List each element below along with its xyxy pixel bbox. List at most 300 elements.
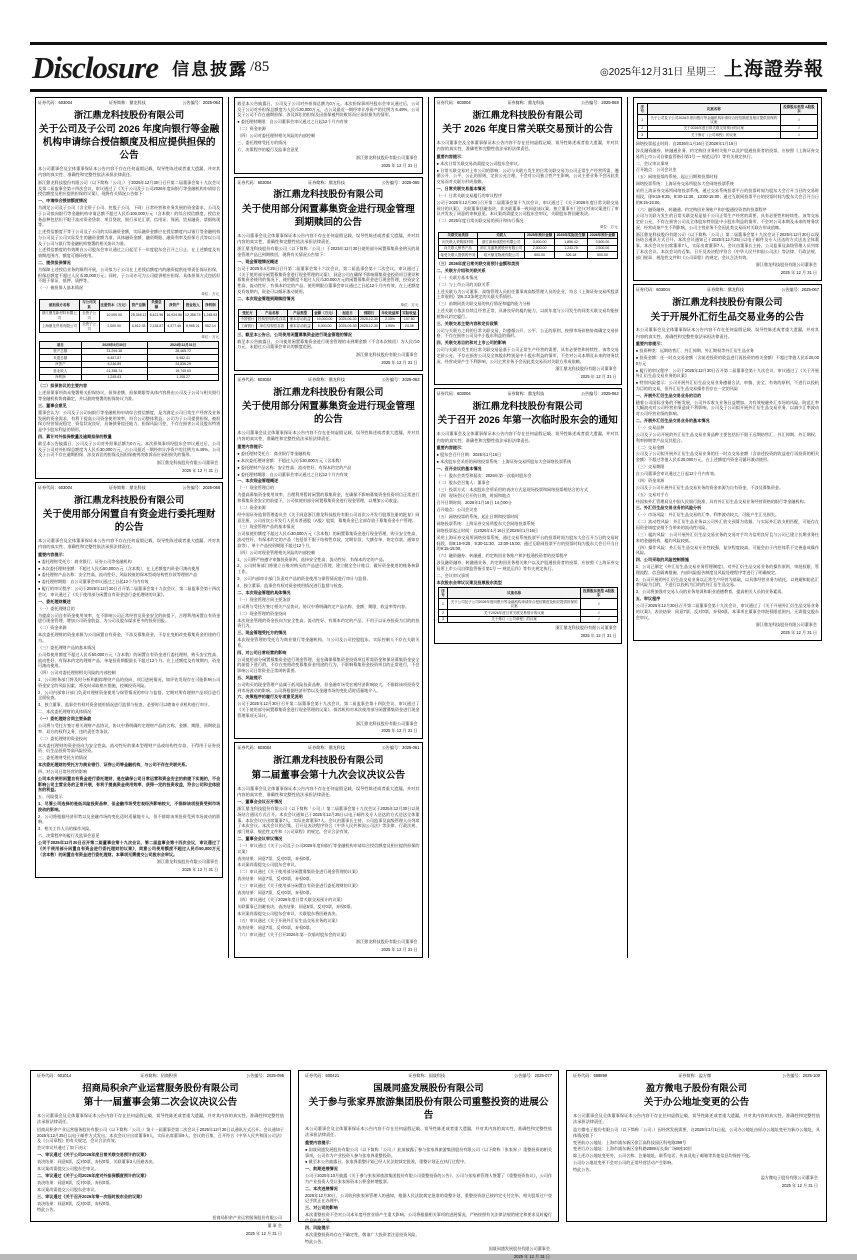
paragraph: 公司于2025年10月披露《关于参与张家界旅游集团股份有限公司重整投资的公告》，公司与张家界管理人签署了《重整投资协议》，公司作为产业投资人受让张家界资本公积金转增股票。 xyxy=(305,1173,552,1184)
paragraph: 一、董事会会议召开情况 xyxy=(237,799,283,805)
paragraph: 4、独立董事、监事会有权对资金使用情况进行监督与检查。 xyxy=(237,583,346,588)
article-company-name: 浙江鼎龙科技股份有限公司 xyxy=(273,755,384,766)
paragraph: 浙江鼎龙科技股份有限公司（以下简称「公司」）第二届董事会第十九次会议于2025年12月30日以现场结合通讯方式召开。本次会议通知已于2025年12月25日以电子邮件及专人送达的方式送达全体董事。本次会议应出席董事7人，实际出席董事7人。会议由董事长主持，公司监事及高级管理人员列席了本次会议。本次会议的召集、召开及表决程序符合《中华人民共和国公司法》等法律、行政法规、部门规章、规范性文件和《公司章程》的规定，会议合法有效。 xyxy=(237,806,420,835)
td: 4,377.46 xyxy=(165,321,184,332)
paragraph: 重要内容提示： xyxy=(305,1139,334,1145)
th: 2025年实际发生额 xyxy=(554,232,587,239)
article-2025-063 xyxy=(234,374,422,739)
paragraph: （一）现金管理目的 xyxy=(237,485,275,491)
article-date: 2025 年 12 月 31 日 xyxy=(182,467,219,473)
paragraph: 变更前办公地址：上海市浦东新区张江高科技园区科苑路399号 xyxy=(573,1139,687,1145)
td: 浙江龙盛集团股份有限公司 xyxy=(478,245,525,252)
paragraph: 三、对公司的影响 xyxy=(305,1205,338,1211)
paragraph: （三）委托理财产品的基本情况 xyxy=(38,644,96,650)
table-row xyxy=(239,323,418,330)
paragraph: 二、提供担保情况 xyxy=(38,260,71,266)
security-name: 证券简称：鼎龙科技 xyxy=(507,100,545,105)
paragraph: 一、本次现金管理概述 xyxy=(237,478,279,484)
table-unit: 单位：万元 xyxy=(599,225,618,230)
paragraph: （五）网络投票的系统、起止日期和投票时间 xyxy=(635,174,718,180)
paragraph: 表决结果：同意9票，反对0票，弃权0票。 xyxy=(37,1179,114,1185)
security-code: 证券代码：603004 xyxy=(38,100,73,105)
paragraph: 公司及子公司拟开展外汇衍生品交易业务的任一时点交易金额（含前述投资的收益进行再投资的相关金额）不超过等值人民币20,000万元，在上述额度内资金可循环滚动使用。 xyxy=(635,451,819,463)
th: 年化收益率 xyxy=(381,310,399,315)
column-2 xyxy=(229,97,428,958)
paragraph: （二）资金来源 xyxy=(237,126,266,132)
table-unit: 单位：万元 xyxy=(400,302,419,307)
td: 2,000.00 xyxy=(99,321,129,332)
article-signature: 浙江鼎龙科技股份有限公司董事会 xyxy=(156,460,219,466)
article-codes xyxy=(235,181,421,186)
article-title: 关于召开 2026 年第一次临时股东会的通知 xyxy=(437,415,618,427)
paragraph: 重要内容提示： xyxy=(436,153,466,159)
td: 10,000.00 xyxy=(99,310,129,321)
article-codes xyxy=(36,486,222,491)
th: 被担保方名称 xyxy=(40,299,80,310)
td: 接受关联人提供的劳务 xyxy=(438,252,478,259)
paragraph: 采用上海证券交易所网络投票系统，通过交易系统投票平台的投票时间为股东大会召开当日的交易时间段，即9:15-9:25、9:30-11:30、13:00-15:00；通过互联网投票平台的投票时间为股东大会召开当日的9:15-15:00。 xyxy=(635,188,819,205)
security-code: 证券代码：688899 xyxy=(573,1073,608,1078)
td: 工商银行 xyxy=(240,323,255,328)
article-company-name: 浙江鼎龙科技股份有限公司 xyxy=(472,109,583,120)
th: 2025年预计金额 xyxy=(525,232,555,239)
table-unit-2: 单位：万元 xyxy=(201,334,220,339)
paragraph: 特此公告。 xyxy=(37,1207,58,1213)
table-unit: 单位：万元 xyxy=(201,292,220,297)
security-name: 证券简称：鼎龙科技 xyxy=(707,287,744,293)
paragraph: （三）现金管理产品的基本情况 xyxy=(237,524,295,530)
paragraph: （三）审议通过《关于使用部分闲置自有资金进行委托理财的议案》 xyxy=(237,883,361,889)
td: 6,512.33 xyxy=(129,321,148,332)
paragraph: 变更后办公地址：上海市浦东新区金科路2889弄长泰广场B座10层 xyxy=(573,1146,692,1152)
security-name: 证券简称：盈方微 xyxy=(678,1073,712,1078)
paragraph: 三、截至本公告日，公司使用闲置募集资金进行现金管理的情况 xyxy=(237,331,352,337)
paragraph: 本议案尚需提交公司股东会审议，关联股东将回避表决。 xyxy=(237,910,340,916)
paragraph: 上述关联方为公司董事、高级管理人员担任董事或高级管理人员的企业，符合《上海证券交易所股票上市规则》第6.3.3条规定的关联关系情形。 xyxy=(436,288,619,300)
security-name: 证券简称：鼎龙科技 xyxy=(108,484,146,490)
table-header-row xyxy=(438,588,617,599)
security-name: 证券简称：招商积余 xyxy=(140,1073,178,1078)
paragraph: 表决结果：同意7票，反对0票，弃权0票。 xyxy=(237,855,314,861)
related-transactions-table xyxy=(438,232,618,259)
masthead-disclosure-word: Disclosure xyxy=(32,49,159,85)
paragraph: 公司办公地址变更不会对公司的正常经营活动产生影响。 xyxy=(573,1160,676,1166)
meeting-proposals-table-continued xyxy=(637,103,818,139)
article-title: 关于办公地址变更的公告 xyxy=(643,1097,750,1109)
security-name: 证券简称：鼎龙科技 xyxy=(507,391,545,397)
security-name: 证券简称：鼎龙科技 xyxy=(308,377,345,383)
td: √ xyxy=(780,114,817,125)
paragraph: 四、累计对外担保数量及逾期担保的数量 xyxy=(38,433,112,439)
th: 净资产 xyxy=(165,299,184,310)
announcement-number: 公告编号：2025-066 xyxy=(182,484,221,490)
article-2025-065 xyxy=(234,97,422,174)
td: √ xyxy=(580,610,617,617)
security-code: 证券代码：601014 xyxy=(37,1073,72,1078)
paragraph: 二、关联方介绍和关联关系 xyxy=(436,267,486,273)
td: 12,358.74 xyxy=(184,310,203,321)
td: 8,421.56 xyxy=(148,310,165,321)
paragraph: （二）与上市公司的关联关系 xyxy=(436,281,490,287)
paragraph: 上述担保事项尚未签署相关担保协议，担保金额、担保期限等具体内容将由公司及子公司与相关银行等金融机构协商确定，并以最终签署的担保协议为准。 xyxy=(38,390,221,402)
paragraph: 表决结果：同意7票，反对0票，弃权0票。 xyxy=(237,876,314,882)
th: 与公司关系 xyxy=(79,299,99,310)
td: 1,245.63 xyxy=(81,374,147,381)
announcement-number: 公告编号：2025-061 xyxy=(381,745,420,751)
article-signature: 浙江鼎龙科技股份有限公司董事会 xyxy=(356,154,418,160)
paragraph: 三、董事会意见 xyxy=(38,402,67,408)
td: 浙江新和成股份有限公司 xyxy=(478,239,525,246)
paragraph: 网络投票系统：上海证券交易所股东大会网络投票系统 xyxy=(635,181,734,187)
paragraph: ● 本次委托理财金额：不超过人民币50,000万元（含本数），在上述额度内资金可滚动使用 xyxy=(38,565,200,571)
paragraph: 本次委托理财的受托方为商业银行、证券公司等金融机构，与公司不存在关联关系。 xyxy=(38,762,190,768)
paragraph: 为保障上述授信业务的顺利开展，公司拟为子公司在上述授信额度内的融资提供连带责任保证担保，担保总额度不超过人民币30,000万元；同时，子公司亦可为公司提供相应担保。具体担保方式包括但不限于保证、抵押、质押等。 xyxy=(38,267,221,284)
article-date: 2025 年 12 月 31 日 xyxy=(381,947,418,953)
td: 6,457.87 xyxy=(81,355,147,362)
th: 营业收入 xyxy=(184,299,203,310)
article-disclaimer: 本公司董事会及全体董事保证本公告内容不存在任何虚假记载、误导性陈述或者重大遗漏，并对其内容的真实性、准确性和完整性依法承担法律责任。 xyxy=(436,140,619,152)
paragraph: 2025年12月30日，公司收到张家界管理人的通知，根据人民法院裁定批准的重整计划，重整投资款已按约定支付完毕，相关股票过户登记手续正在办理中。 xyxy=(305,1192,552,1204)
article-title: 关于参与张家界旅游集团股份有限公司重整投资的进展公告 xyxy=(308,1097,549,1122)
article-2025-062 xyxy=(434,388,622,644)
td: 3,000.00 xyxy=(525,239,555,246)
td: 326.18 xyxy=(554,252,587,259)
paragraph: 盈方微电子股份有限公司（以下简称「公司」）因经营发展需要，自2026年1月1日起，公司办公地址由原办公地址变更为新办公地址，具体情况如下： xyxy=(573,1126,820,1138)
paragraph: 董事会认为：公司及子公司向银行等金融机构申请综合授信额度，是为满足公司日常生产经营及业务发展的资金需求，有利于提高公司资金使用效率，符合公司整体利益。公司为子公司提供担保，被担保方经营情况稳定、资信状况良好，具备债务偿还能力，担保风险可控，不存在损害公司及股东特别是中小股东利益的情形。 xyxy=(38,409,221,433)
paragraph: 1、尽管公司选择的是低风险投资品种，但金融市场受宏观经济影响较大，不排除该项投资受到市场波动的影响。 xyxy=(38,801,221,812)
paragraph: 三、委托理财受托方的情况 xyxy=(237,140,287,146)
paragraph: 本次股东会审议议案及投票股东类型 xyxy=(436,579,502,585)
paragraph: 公司与关联方发生的日常关联交易是基于公司正常生产经营的需要，具有必要性和持续性。该等交易定价公允，不存在损害公司及全体股东特别是中小股东利益的情形，不会对公司本期及未来的财务状况、经营成果产生不利影响，公司主营业务不会因此类交易而对关联方形成依赖。 xyxy=(436,347,619,364)
table-header-row xyxy=(637,104,817,115)
th: 议案名称 xyxy=(647,104,780,115)
paragraph: 3、相关工作人员的操作风险。 xyxy=(38,826,94,832)
article-title: 第二届董事会第十九次会议决议公告 xyxy=(251,769,406,781)
td: 3,500.00 xyxy=(588,239,618,246)
th: 2024年12月31日 xyxy=(148,342,219,349)
paragraph: 本次现金管理的受托方为商业银行等金融机构，与公司及公司控股股东、实际控制人不存在关联关系。 xyxy=(237,637,420,648)
td: 资产总额 xyxy=(40,348,82,355)
column-3 xyxy=(429,97,628,958)
article-title: 关于开展外汇衍生品交易业务的公告 xyxy=(650,311,805,323)
paragraph: 浙江鼎龙科技股份有限公司（以下简称「公司」）于2025年12月30日使用部分闲置募集资金购买的现金管理产品已到期赎回，现将有关情况公告如下： xyxy=(237,246,420,258)
th: 产品名称 xyxy=(256,310,288,317)
security-code: 证券代码：603004 xyxy=(237,377,272,383)
article-company-name: 招商局积余产业运营服务股份有限公司 xyxy=(82,1082,239,1093)
article-title: 关于使用部分闲置自有资金进行委托理财的公告 xyxy=(42,509,216,534)
paragraph: 3、公司内部审计部门负责对产品的资金使用与保管情况进行审计与监督。 xyxy=(237,576,371,582)
td: 2,000.00 xyxy=(525,245,555,252)
td: 2,500.00 xyxy=(588,245,618,252)
article-grid xyxy=(30,97,827,958)
th: 金额（万元） xyxy=(314,310,336,315)
td: √ xyxy=(580,599,617,610)
announcement-number: 公告编号：2025-063 xyxy=(381,377,420,383)
td: 绍兴鼎龙物流有限公司 xyxy=(478,252,525,259)
paragraph: 公司拟使用额度不超过人民币30,000万元（含本数）的闲置募集资金进行现金管理，购买安全性高、流动性好、有保本约定的产品（包括但不限于结构性存款、定期存款、大额存单、协定存款、通知存款等），单个产品投资期限不超过12个月。 xyxy=(237,531,420,548)
paragraph: 3、独立董事、监事会有权对资金使用情况进行监督与检查，必要时可以聘请专业机构进行审计。 xyxy=(38,702,213,708)
td: 向关联人销售产品 xyxy=(438,245,478,252)
paragraph: 本议案尚需提交公司股东会审议。 xyxy=(37,1186,99,1192)
article-signature: 招商局积余产业运营服务股份有限公司 xyxy=(212,1215,282,1221)
article-company-name: 浙江鼎龙科技股份有限公司 xyxy=(672,297,783,308)
paragraph: 重要内容提示： xyxy=(38,551,67,557)
article-2025-062-continued xyxy=(633,97,822,281)
paragraph: ● 本次委托理财金额：不超过人民币30,000万元（含本数） xyxy=(237,457,344,463)
paragraph: 公司及子公司开展的外汇衍生品交易业务品种主要包括但不限于远期结售汇、外汇掉期、外汇期权、利率掉期等产品及其组合。 xyxy=(635,431,819,443)
td: 31,294.16 xyxy=(81,348,147,355)
paragraph: （二）资金来源 xyxy=(38,625,67,631)
td: 2 xyxy=(438,610,448,617)
paragraph: 公司于2025年12月30日召开第二届董事会第十九次会议，审议通过了《关于开展外汇衍生品交易业务的议案》，表决结果：同意7票，反对0票，弃权0票。本事项在董事会审批权限范围内，无需提交股东会审议。 xyxy=(635,603,819,620)
article-signature: 浙江鼎龙科技股份有限公司董事会 xyxy=(356,720,418,726)
security-name: 证券简称：鼎龙科技 xyxy=(308,745,345,751)
td: 保本浮动收益 xyxy=(289,323,311,328)
paragraph: 二、本次现金管理到期赎回情况 xyxy=(237,295,295,301)
paragraph: 公司与关联方发生的日常关联交易是基于公司正常生产经营的需要，具有必要性和持续性。该等交易定价公允，不存在损害公司及全体股东特别是中小股东利益的情形，不会对公司本期及未来的财务状况、经营成果产生不利影响，公司主营业务不会因此类交易而对关联方形成依赖。 xyxy=(635,213,819,230)
announcement-number: 公告编号：2025-068 xyxy=(580,100,619,105)
article-title: 关于公司及子公司 2026 年度向银行等金融机构申请综合授信额度及相应提供担保的公告 xyxy=(39,124,220,162)
article-company-name: 浙江鼎龙科技股份有限公司 xyxy=(273,189,384,200)
td: 1,245.63 xyxy=(202,310,219,321)
article-date: 2025 年 12 月 31 日 xyxy=(381,360,418,366)
paragraph: 本次委托理财的资金投向为安全性高、流动性好的保本型理财产品或结构性存款，不得用于证券投资、衍生品投资等高风险投资。 xyxy=(38,742,221,754)
paragraph: 三、现金管理受托方的情况 xyxy=(237,630,287,636)
article-date: 2025 年 12 月 31 日 xyxy=(780,630,817,636)
paragraph: （三）投票方式：本次股东会所采用的表决方式是现场投票和网络投票相结合的方式 xyxy=(436,486,588,492)
paragraph: ● 委托理财受托方：商业银行、证券公司等金融机构 xyxy=(38,558,132,564)
paragraph: （五）网络投票的系统、起止日期和投票时间 xyxy=(436,514,519,520)
th: 资产总额 xyxy=(129,299,148,310)
paragraph: 1、公司将严格遵守审慎投资原则，选择安全性高、流动性好、有保本约定的产品。 xyxy=(237,556,387,562)
paragraph: （二）委托理财的资金投向 xyxy=(38,735,88,741)
td: 3 xyxy=(438,616,448,623)
paragraph: 公司与关联方之间的日常关联交易，均遵循公开、公平、公正的原则，按照市场价格协商确定交易价格，不存在损害公司及中小股东利益的情形。 xyxy=(436,327,619,339)
td: 净资产 xyxy=(40,361,82,368)
paragraph: （三）前期同类关联交易的执行情况和履约能力分析 xyxy=(436,301,531,307)
paragraph: 本次现金管理的资金投向为安全性高、流动性好、有保本约定的产品，不用于以证券投资为目的的投资行为。 xyxy=(237,617,420,629)
paragraph: 一、委托理财概述 xyxy=(38,598,71,604)
th: 起息日 xyxy=(337,310,358,317)
paragraph: 四、风险提示 xyxy=(305,1224,330,1230)
th: 投票股东类型 A股股东 xyxy=(580,588,617,599)
paragraph: （二）资金来源 xyxy=(237,504,266,510)
paragraph: 二、审议通过《关于公司2026年度对外担保额度预计的议案》 xyxy=(37,1172,149,1178)
paragraph: 一、申请综合授信额度情况 xyxy=(38,198,88,204)
paragraph: 本议案尚需提交公司股东会审议。 xyxy=(37,1166,99,1172)
article-signature: 国晟同盛发展股份有限公司董事会 xyxy=(488,1246,550,1252)
td: 1.95% xyxy=(380,323,401,330)
paragraph: 三、委托理财受托方的情况 xyxy=(38,755,88,761)
td: 10,000.00 xyxy=(312,316,337,323)
security-code: 证券代码：603004 xyxy=(635,287,670,293)
column-4 xyxy=(628,97,827,958)
paragraph: 为满足公司及子公司（含全资子公司、控股子公司，下同）日常经营和业务发展的资金需求，公司及子公司拟向银行等金融机构申请总额不超过人民币100,000万元（含本数）的综合授信额度，授信业务品种包括但不限于流动资金贷款、项目贷款、银行承兑汇票、信用证、保函、贸易融资、票据贴现等。 xyxy=(38,205,221,228)
article-688899 xyxy=(566,1070,827,1222)
paragraph: 公司将与受托方签订相关产品协议，协议中将明确约定产品名称、金额、期限、收益率等内容。 xyxy=(237,603,410,609)
td: 全资子公司 xyxy=(79,310,99,321)
masthead xyxy=(30,42,827,92)
td: √ xyxy=(780,125,817,132)
paragraph: （一）日常关联交易履行的审议程序 xyxy=(436,193,502,199)
article-date: 2025 年 12 月 31 日 xyxy=(381,728,418,734)
td: 19,745.63 xyxy=(148,368,219,375)
paragraph: （一）市场风险：外汇衍生品交易的汇率、利率波动较大，可能产生汇兑损失。 xyxy=(635,512,780,518)
masthead-paper-name: 上海證券報 xyxy=(723,58,824,80)
column-1 xyxy=(30,97,229,958)
paragraph: 特此公告。 xyxy=(305,1238,326,1244)
article-2025-064 xyxy=(35,97,223,479)
masthead-right xyxy=(600,54,827,81)
paragraph: ● 截至本公告披露日，张家界重整计划已经人民法院裁定批准，重整计划正在执行过程中。 xyxy=(305,1159,469,1165)
paragraph: 公司于2025年12月30日召开第二届董事会第十九次会议、第二届监事会第十四次会议，审议通过了《关于使用部分闲置募集资金进行现金管理的议案》。保荐机构对本次使用部分闲置募集资金进行现金管理事项无异议。 xyxy=(237,701,420,718)
paragraph: ● 特别风险提示：公司开展外汇衍生品交易业务遵循合法、审慎、安全、有效的原则，不进行以投机为目的的交易，但外汇衍生品交易操作仍存在一定的风险 xyxy=(635,380,819,391)
paragraph: （二）担保协议的主要内容 xyxy=(38,383,88,389)
th: 受托方 xyxy=(239,310,256,317)
security-code: 证券代码：603004 xyxy=(436,100,471,105)
article-codes xyxy=(634,288,821,293)
td: 3 xyxy=(637,132,647,139)
paragraph: 3、公司将加强对交易人员的业务培训和职业道德教育，提高相关人员的业务素质。 xyxy=(635,589,786,595)
paragraph: （六）融资融券、转融通、约定购回业务账户和沪股通投资者的投票程序 xyxy=(436,553,568,559)
paragraph: 二、会议审议事项 xyxy=(635,160,669,166)
th: 项目 xyxy=(40,342,82,349)
security-code: 证券代码：603004 xyxy=(436,391,471,397)
paragraph: 上述授信额度不等于公司及子公司的实际融资金额，实际融资金额应在授信额度内以银行等金融机构与公司及子公司实际发生的融资金额为准，具体融资金额、融资期限、融资利率及担保方式等以公司及子公司与银行等金融机构签署的相关协议为准。 xyxy=(38,229,221,246)
article-company-name: 浙江鼎龙科技股份有限公司 xyxy=(273,386,384,397)
paragraph: （一）股东会类型和届次：2026年第一次临时股东会 xyxy=(436,472,532,478)
th: 投票股东类型 A股股东 xyxy=(780,104,817,115)
security-name: 证券简称：国晟科技 xyxy=(408,1073,446,1078)
article-title: 关于 2026 年度日常关联交易预计的公告 xyxy=(442,124,613,136)
td: 2025-09-30 xyxy=(338,323,357,328)
security-code: 证券代码：603004 xyxy=(237,179,272,185)
paragraph: （一）被担保人基本情况 xyxy=(38,285,84,291)
table-header-row xyxy=(40,299,219,310)
td: 24.38 xyxy=(401,323,418,330)
article-signature-line2: 董 事 会 xyxy=(267,1223,282,1229)
paragraph: ● 委托理财产品名称：安全性高、流动性好、有保本约定的产品 xyxy=(237,464,352,470)
paragraph: （三）履约风险：公司开展外汇衍生品交易业务的交易对手均为信用良好且与公司已建立长期业务往来的金融机构，履约风险较低。 xyxy=(635,531,819,543)
article-signature: 浙江鼎龙科技股份有限公司董事会 xyxy=(156,859,219,865)
article-signature: 浙江鼎龙科技股份有限公司董事会 xyxy=(356,352,418,358)
article-disclaimer: 本公司董事会及全体董事保证本公告内容不存在任何虚假记载、误导性陈述或者重大遗漏，并对其内容的真实性、准确性和完整性依法承担法律责任。 xyxy=(237,430,420,442)
article-disclaimer: 本公司董事会及全体董事保证本公告内容不存在任何虚假记载、误导性陈述或者重大遗漏，并对其内容的真实性、准确性和完整性依法承担法律责任。 xyxy=(237,785,420,797)
paragraph: （二）2025年度日常关联交易的预计和执行情况 xyxy=(436,218,524,224)
paragraph: 六、决策程序的履行及监事会意见 xyxy=(38,833,100,839)
paragraph: 一、审议通过《关于公司2026年度日常关联交易预计的议案》 xyxy=(37,1152,149,1158)
td: 21,358.74 xyxy=(81,368,147,375)
paragraph: 三、外汇衍生品交易业务的风险分析 xyxy=(635,505,702,511)
paragraph: 截至本公告披露日，公司及子公司对外担保总额为0万元。本次担保事项经股东会审议通过后，公司及子公司对外担保总额度为人民币30,000万元，占公司最近一期经审计净资产的比例为 6.49%。公司及子公司不存在逾期担保、涉及诉讼的担保及因担保被判决败诉而应承担损失的情形。 xyxy=(237,101,420,118)
td: 关于修订《公司章程》的议案 xyxy=(448,616,580,623)
paragraph: 本次重整投资尚存在不确定性，敬请广大投资者注意投资风险。 xyxy=(305,1231,420,1237)
paragraph: （四）资金来源 xyxy=(635,477,665,483)
article-date: 2025 年 12 月 31 日 xyxy=(245,1231,282,1237)
article-codes xyxy=(435,101,621,106)
paragraph: ● 委托理财期限：自公司董事会审议通过之日起12个月内有效 xyxy=(237,471,348,477)
paragraph: ● 委托理财期限：自公司董事会审议通过之日起12个月内有效 xyxy=(237,119,348,125)
article-signature: 盈方微电子股份有限公司董事会 xyxy=(760,1174,818,1180)
paragraph: ● 本次日常关联交易尚需提交公司股东会审议。 xyxy=(436,160,522,166)
td: 107.50 xyxy=(401,316,418,323)
paragraph: ● 委托理财受托方：商业银行等金融机构 xyxy=(237,450,311,456)
article-signature: 浙江鼎龙科技股份有限公司董事会 xyxy=(755,622,817,628)
table-row xyxy=(438,599,617,610)
article-date: 2025 年 12 月 31 日 xyxy=(580,374,617,380)
guarantee-table xyxy=(39,299,219,333)
paragraph: 关联董事已回避表决，表决结果：同意5票，反对0票，弃权0票。 xyxy=(237,903,355,909)
paragraph: 五、审议程序 xyxy=(635,596,661,602)
td: 上海鼎龙贸易有限公司 xyxy=(40,321,80,332)
article-codes xyxy=(571,1074,822,1079)
paragraph: 二、本次现金管理的具体情况 xyxy=(237,589,291,595)
paragraph: ● 委托理财期限：自公司董事会审议通过之日起12个月内有效 xyxy=(38,579,149,585)
paragraph: ● 国晟同盛发展股份有限公司（以下简称「公司」）此前披露了参与张家界旅游集团股份有限公司（以下简称「张家界」）重整投资的相关事项，公司作为产业投资人参与张家界重整投资。 xyxy=(305,1146,552,1158)
article-disclaimer: 本公司董事会及全体董事保证本公告内容不存在任何虚假记载、误导性陈述或者重大遗漏，并对其内容的真实性、准确性和完整性依法承担法律责任。 xyxy=(573,1113,820,1125)
paragraph: （六）审议通过《关于召开2026年第一次临时股东会的议案》 xyxy=(237,931,349,937)
paragraph: 经国家外汇管理局及中国人民银行批准、具有外汇衍生品交易业务经营资格的银行等金融机构。 xyxy=(635,498,808,504)
paragraph: （四）公司对现金管理相关风险的内部控制 xyxy=(237,549,316,555)
td: 净利润 xyxy=(40,374,82,381)
paragraph: （一）委托理财目的 xyxy=(38,605,75,611)
table-row xyxy=(40,321,219,332)
td: 关于2026年度日常关联交易预计的议案 xyxy=(647,125,780,132)
paragraph: 上述授信额度的有效期自公司股东会审议通过之日起至下一年度股东会召开之日止。在上述额度及有效期范围内，额度可循环使用。 xyxy=(38,247,221,259)
article-date: 2025 年 12 月 31 日 xyxy=(580,633,617,639)
masthead-section-title: 信息披露 xyxy=(172,59,249,79)
table-row xyxy=(438,616,617,623)
paragraph: 表决结果：同意9票，反对0票，弃权0票。 xyxy=(37,1200,114,1206)
paragraph: （四）操作风险：外汇衍生品交易专业性较强，复杂程度较高，可能会由于内控体系不完善造成操作风险。 xyxy=(635,544,819,556)
article-2025-068 xyxy=(434,97,622,385)
article-disclaimer: 本公司董事会及全体董事保证本公告内容不存在任何虚假记载、误导性陈述或者重大遗漏，并对其内容的真实性、准确性和完整性依法承担法律责任。 xyxy=(38,538,221,550)
td: 2025-06-30 xyxy=(338,317,357,322)
article-600421 xyxy=(298,1070,559,1260)
paragraph: （六）融资融券、转融通、约定购回业务账户和沪股通投资者的投票程序 xyxy=(635,206,767,212)
article-codes xyxy=(36,101,222,106)
paragraph: （二）股东会召集人：董事会 xyxy=(436,479,490,485)
paragraph: 召开地点：公司会议室 xyxy=(635,167,677,173)
paragraph: 公司本次使用闲置自有资金进行委托理财，是在确保公司日常运营和资金安全的前提下实施的，不会影响公司主营业务的正常开展，有利于提高资金使用效率，获得一定的投资收益，符合公司和全体股东的利益。 xyxy=(38,775,221,793)
article-codes xyxy=(35,1074,286,1079)
paragraph: 浙江鼎龙科技股份有限公司（以下简称「公司」）第二届董事会第十九次会议于2025年12月30日以现场结合通讯方式召开。本次会议通知已于2025年12月25日以电子邮件及专人送达的方式送达全体董事。本次会议应出席董事7人，实际出席董事7人。会议由董事长主持，公司监事及高级管理人员列席了本次会议。本次会议的召集、召开及表决程序符合《中华人民共和国公司法》等法律、行政法规、部门规章、规范性文件和《公司章程》的规定，会议合法有效。 xyxy=(635,231,819,260)
paragraph: （三）交易期限 xyxy=(635,464,665,470)
security-name: 证券简称：鼎龙科技 xyxy=(308,179,345,185)
paragraph: 二、董事会会议审议情况 xyxy=(237,836,283,842)
paragraph: （五）交易对手方 xyxy=(635,491,669,497)
td: 2,134.87 xyxy=(148,321,165,332)
article-codes xyxy=(235,378,421,383)
paragraph: 六、决策程序的履行及专项意见说明 xyxy=(237,694,303,700)
td: 挂钩型结构性存款 xyxy=(257,317,286,322)
paragraph: 三、关联交易主要内容和定价政策 xyxy=(436,320,498,326)
td: 5,000.00 xyxy=(312,323,337,330)
paragraph: 五、风险提示 xyxy=(38,794,63,800)
td: 营业收入 xyxy=(40,368,82,375)
article-title: 关于使用部分闲置募集资金进行现金管理的公告 xyxy=(242,401,415,426)
article-date: 2025 年 12 月 31 日 xyxy=(381,162,418,168)
article-codes xyxy=(435,392,621,397)
paragraph: 截至本公告披露日，公司及子公司对外担保总额为0万元。本次担保事项经股东会审议通过后，公司及子公司对外担保总额度为人民币30,000万元，占公司最近一期经审计净资产的比例为 6.49%。公司及子公司不存在逾期担保、涉及诉讼的担保及因担保被判决败诉而应承担损失的情形。 xyxy=(38,440,221,458)
article-company-name: 浙江鼎龙科技股份有限公司 xyxy=(472,401,583,412)
paragraph: ● 股东会召开日期：2026年1月16日 xyxy=(436,452,502,457)
paragraph: （二）交易金额 xyxy=(635,444,665,450)
paragraph: 一、召开会议的基本情况 xyxy=(436,465,482,471)
security-code: 证券代码：603004 xyxy=(237,745,272,751)
td: 2025-12-30 xyxy=(359,317,378,322)
paragraph: 四、对公司日常经营的影响 xyxy=(38,768,88,774)
